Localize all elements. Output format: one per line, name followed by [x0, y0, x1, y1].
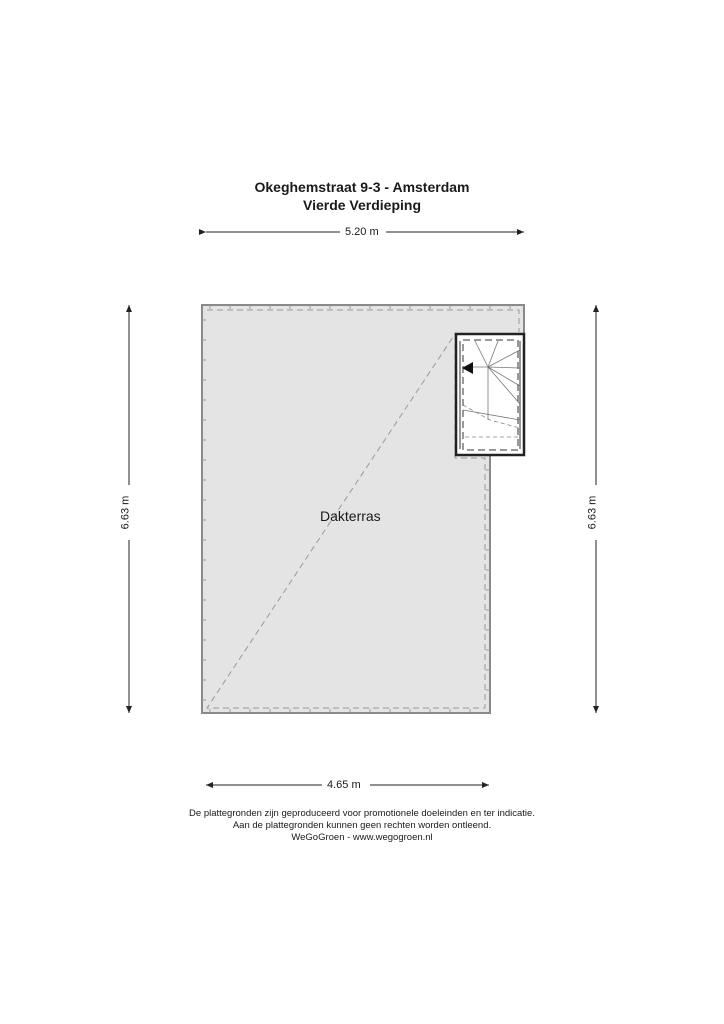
staircase: [456, 334, 524, 455]
dimension-left-label: 6.63 m: [119, 493, 132, 533]
disclaimer-line-2: Aan de plattegronden kunnen geen rechten worden ontleend.: [232, 820, 492, 831]
disclaimer-line-1: De plattegronden zijn geproduceerd voor promotionele doeleinden en ter indicatie.: [189, 808, 535, 819]
dimension-top-label: 5.20 m: [342, 226, 382, 239]
credit-line: WeGoGroen - www.wegogroen.nl: [291, 832, 433, 843]
dimension-bottom-label: 4.65 m: [324, 779, 364, 792]
room-label-terrace: Dakterras: [320, 508, 381, 524]
disclaimer: [0, 808, 724, 844]
plan-title: Okeghemstraat 9-3 - Amsterdam: [254, 179, 470, 195]
plan-subtitle: Vierde Verdieping: [302, 197, 421, 213]
dimension-right-label: 6.63 m: [586, 493, 599, 533]
